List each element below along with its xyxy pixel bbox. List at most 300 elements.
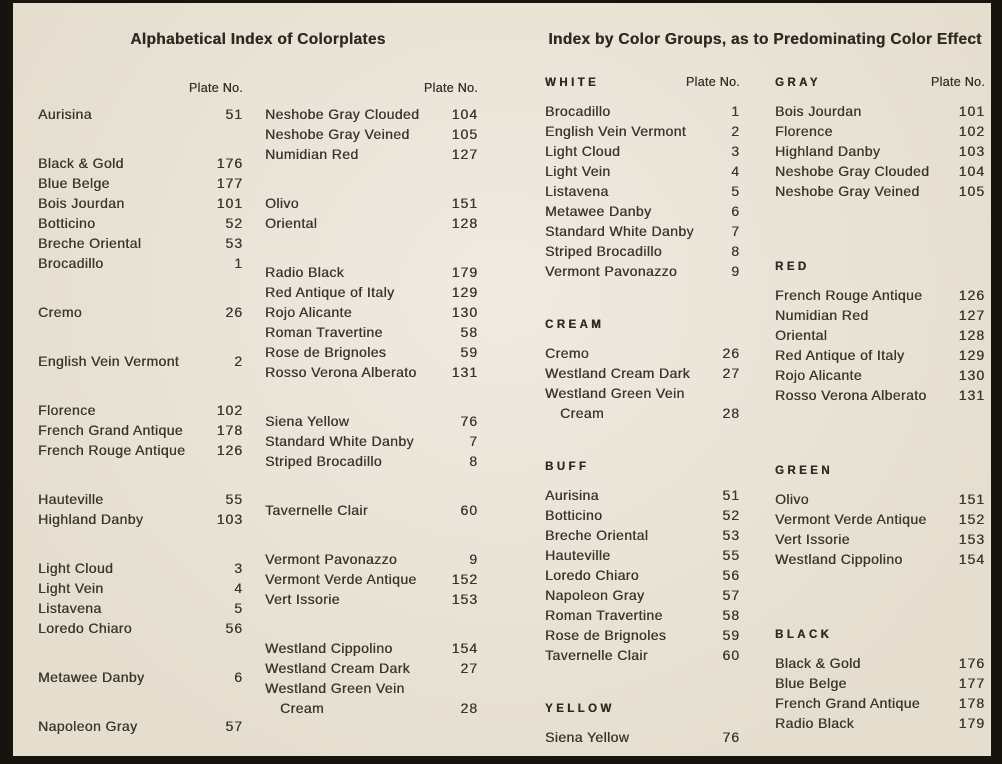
color-groups-columns	[545, 50, 985, 747]
index-entry	[38, 618, 243, 638]
index-entry	[775, 693, 985, 713]
index-entry	[265, 569, 478, 589]
plate-number: 28	[460, 700, 478, 716]
colorplate-name: Metawee Danby	[545, 203, 652, 219]
color-group	[545, 72, 740, 281]
index-entry	[545, 121, 740, 141]
colorplate-name: Westland Cream Dark	[545, 365, 691, 381]
index-entry	[265, 451, 478, 471]
color-group-name: YELLOW	[545, 703, 615, 715]
plate-number: 5	[731, 183, 740, 199]
plate-number: 103	[958, 143, 985, 159]
colorplate-name: Westland Cippolino	[265, 640, 393, 656]
plate-number: 60	[460, 502, 478, 518]
color-group-name: BLACK	[775, 629, 833, 641]
plate-number: 179	[958, 715, 985, 731]
index-entry	[265, 342, 478, 362]
index-entry	[38, 213, 243, 233]
alphabetical-index-columns	[38, 78, 478, 736]
index-entry	[265, 262, 478, 282]
alpha-column-2	[265, 78, 478, 736]
plate-number: 6	[234, 669, 243, 685]
index-entry	[265, 500, 478, 520]
index-entry	[38, 420, 243, 440]
color-group	[775, 461, 985, 569]
color-column-1	[545, 50, 740, 747]
colorplate-name: Standard White Danby	[545, 223, 694, 239]
colorplate-name: Vermont Verde Antique	[775, 511, 927, 527]
index-entry	[775, 325, 985, 345]
plate-number: 1	[731, 103, 740, 119]
plate-number: 127	[958, 307, 985, 323]
plate-no-header: Plate No.	[423, 81, 478, 95]
index-entry	[545, 545, 740, 565]
colorplate-name: Blue Belge	[38, 175, 110, 191]
colorplate-name: Vert Issorie	[775, 531, 850, 547]
color-group-header	[775, 72, 985, 93]
colorplate-name: Tavernelle Clair	[265, 502, 368, 518]
index-entry	[265, 322, 478, 342]
index-entry	[775, 673, 985, 693]
plate-number: 57	[722, 587, 740, 603]
index-entry	[545, 161, 740, 181]
colorplate-name: Oriental	[265, 215, 318, 231]
color-group-header	[775, 257, 985, 277]
colorplate-name: Loredo Chiaro	[545, 567, 639, 583]
alphabetical-index-section	[38, 30, 478, 736]
plate-number: 177	[216, 175, 243, 191]
index-entry	[545, 485, 740, 505]
colorplate-name: Napoleon Gray	[38, 718, 138, 734]
index-group	[38, 716, 243, 736]
color-group-header	[545, 699, 740, 719]
index-entry	[265, 193, 478, 213]
plate-number: 130	[451, 304, 478, 320]
plate-number: 2	[234, 353, 243, 369]
plate-number: 76	[460, 413, 478, 429]
index-entry-continuation	[265, 698, 478, 718]
plate-number: 52	[722, 507, 740, 523]
plate-number: 128	[958, 327, 985, 343]
colorplate-name: Siena Yellow	[545, 729, 630, 745]
colorplate-name: Florence	[775, 123, 833, 139]
plate-number: 60	[722, 647, 740, 663]
index-group	[38, 153, 243, 273]
color-group-name: CREAM	[545, 319, 605, 331]
colorplate-name: Light Cloud	[38, 560, 114, 576]
colorplate-name: Neshobe Gray Veined	[775, 183, 920, 199]
index-entry	[265, 678, 478, 698]
colorplate-name: Black & Gold	[38, 155, 124, 171]
colorplate-name: Blue Belge	[775, 675, 847, 691]
color-group-header	[775, 625, 985, 645]
plate-number: 55	[225, 491, 243, 507]
colorplate-name: Aurisina	[545, 487, 599, 503]
colorplate-name: Standard White Danby	[265, 433, 414, 449]
index-entry	[265, 282, 478, 302]
plate-number: 51	[225, 106, 243, 122]
plate-number: 177	[958, 675, 985, 691]
index-entry	[265, 124, 478, 144]
index-entry	[38, 716, 243, 736]
index-group	[38, 400, 243, 460]
index-entry	[775, 121, 985, 141]
colorplate-name: Westland Cippolino	[775, 551, 903, 567]
colorplate-name: Listavena	[545, 183, 609, 199]
colorplate-name: French Rouge Antique	[775, 287, 923, 303]
colorplate-name: Tavernelle Clair	[545, 647, 648, 663]
index-entry	[775, 141, 985, 161]
index-entry	[38, 578, 243, 598]
index-entry	[545, 565, 740, 585]
index-entry	[775, 653, 985, 673]
colorplate-name: French Grand Antique	[38, 422, 183, 438]
colorplate-name: Cremo	[545, 345, 590, 361]
plate-number: 55	[722, 547, 740, 563]
index-entry	[38, 233, 243, 253]
index-entry	[265, 362, 478, 382]
colorplate-name: Metawee Danby	[38, 669, 145, 685]
plate-number: 59	[722, 627, 740, 643]
plate-number: 126	[958, 287, 985, 303]
plate-number: 154	[958, 551, 985, 567]
colorplate-name: Bois Jourdan	[775, 103, 862, 119]
index-entry	[38, 193, 243, 213]
colorplate-name: Highland Danby	[38, 511, 144, 527]
plate-number: 131	[451, 364, 478, 380]
color-group	[545, 457, 740, 665]
index-entry	[545, 343, 740, 363]
colorplate-name: Olivo	[775, 491, 809, 507]
index-entry	[38, 351, 243, 371]
color-group	[775, 257, 985, 405]
colorplate-name: Breche Oriental	[545, 527, 649, 543]
index-group	[265, 638, 478, 718]
colorplate-name: Rose de Brignoles	[265, 344, 387, 360]
plate-number: 153	[451, 591, 478, 607]
colorplate-name: Neshobe Gray Clouded	[265, 106, 420, 122]
colorplate-name: Brocadillo	[545, 103, 611, 119]
colorplate-name: Vert Issorie	[265, 591, 340, 607]
index-entry	[38, 440, 243, 460]
color-group-name: GREEN	[775, 465, 833, 477]
index-group	[38, 104, 243, 124]
plate-number: 104	[451, 106, 478, 122]
colorplate-name: Cream	[280, 700, 325, 716]
index-entry	[775, 161, 985, 181]
plate-number: 27	[460, 660, 478, 676]
plate-no-header: Plate No.	[685, 75, 740, 89]
index-entry	[38, 667, 243, 687]
colorplate-name: Listavena	[38, 600, 102, 616]
color-group-name: WHITE	[545, 77, 600, 89]
index-entry	[265, 104, 478, 124]
index-entry	[38, 302, 243, 322]
index-entry	[775, 101, 985, 121]
index-entry	[265, 431, 478, 451]
plate-number: 58	[722, 607, 740, 623]
alphabetical-index-title: Alphabetical Index of Colorplates	[130, 31, 386, 48]
index-entry	[38, 173, 243, 193]
colorplate-name: Vermont Pavonazzo	[265, 551, 398, 567]
index-entry	[265, 549, 478, 569]
plate-number: 129	[958, 347, 985, 363]
alpha-column-2-groups	[265, 104, 478, 718]
index-entry	[545, 241, 740, 261]
index-entry	[265, 638, 478, 658]
plate-number: 104	[958, 163, 985, 179]
index-entry	[545, 201, 740, 221]
colorplate-name: Red Antique of Italy	[265, 284, 395, 300]
plate-number: 178	[216, 422, 243, 438]
index-entry	[265, 589, 478, 609]
plate-number: 52	[225, 215, 243, 231]
color-group	[545, 699, 740, 747]
index-group	[265, 262, 478, 382]
plate-number: 126	[216, 442, 243, 458]
plate-number: 103	[216, 511, 243, 527]
plate-number: 178	[958, 695, 985, 711]
index-entry	[545, 141, 740, 161]
color-column-2	[775, 50, 985, 747]
colorplate-name: Striped Brocadillo	[265, 453, 382, 469]
plate-number: 1	[234, 255, 243, 271]
colorplate-name: Cremo	[38, 304, 83, 320]
index-entry	[265, 213, 478, 233]
index-entry	[265, 144, 478, 164]
index-entry	[775, 181, 985, 201]
index-entry	[38, 153, 243, 173]
index-entry	[265, 302, 478, 322]
colorplate-name: French Rouge Antique	[38, 442, 186, 458]
plate-number: 179	[451, 264, 478, 280]
index-entry	[545, 525, 740, 545]
colorplate-name: Highland Danby	[775, 143, 881, 159]
colorplate-name: Oriental	[775, 327, 828, 343]
colorplate-name: Botticino	[38, 215, 96, 231]
colorplate-name: Neshobe Gray Clouded	[775, 163, 930, 179]
colorplate-name: Florence	[38, 402, 96, 418]
index-entry	[38, 598, 243, 618]
index-group	[38, 489, 243, 529]
index-entry	[545, 101, 740, 121]
plate-number: 76	[722, 729, 740, 745]
colorplate-name: Olivo	[265, 195, 299, 211]
plate-number: 130	[958, 367, 985, 383]
colorplate-name: Brocadillo	[38, 255, 104, 271]
index-entry	[38, 253, 243, 273]
colorplate-name: Light Cloud	[545, 143, 621, 159]
index-entry	[545, 585, 740, 605]
index-entry	[775, 285, 985, 305]
plate-number: 176	[216, 155, 243, 171]
plate-number: 9	[731, 263, 740, 279]
colorplate-name: Breche Oriental	[38, 235, 142, 251]
index-entry	[38, 558, 243, 578]
color-group-header	[775, 461, 985, 481]
colorplate-name: Westland Cream Dark	[265, 660, 411, 676]
colorplate-name: Light Vein	[545, 163, 611, 179]
colorplate-name: Aurisina	[38, 106, 92, 122]
plate-number: 128	[451, 215, 478, 231]
plate-number: 101	[958, 103, 985, 119]
colorplate-name: Rose de Brignoles	[545, 627, 667, 643]
index-group	[265, 104, 478, 164]
plate-number: 28	[722, 405, 740, 421]
plate-number: 129	[451, 284, 478, 300]
index-entry	[545, 363, 740, 383]
color-groups-section	[545, 30, 985, 747]
index-entry	[545, 221, 740, 241]
colorplate-name: Hauteville	[545, 547, 611, 563]
colorplate-name: Westland Green Vein	[545, 385, 685, 401]
index-entry	[775, 509, 985, 529]
index-group	[265, 549, 478, 609]
index-entry	[545, 261, 740, 281]
plate-number: 26	[722, 345, 740, 361]
index-group	[38, 302, 243, 322]
color-group-header	[545, 315, 740, 335]
plate-number: 7	[469, 433, 478, 449]
index-group	[265, 500, 478, 520]
colorplate-name: Vermont Verde Antique	[265, 571, 417, 587]
plate-number: 51	[722, 487, 740, 503]
colorplate-name: Numidian Red	[775, 307, 869, 323]
index-entry	[545, 505, 740, 525]
index-entry	[545, 645, 740, 665]
plate-number: 2	[731, 123, 740, 139]
plate-no-header: Plate No.	[930, 75, 985, 89]
plate-number: 105	[958, 183, 985, 199]
color-groups-title: Index by Color Groups, as to Predominating Color Effect	[548, 31, 982, 48]
plate-number: 53	[225, 235, 243, 251]
index-entry	[775, 549, 985, 569]
plate-number: 101	[216, 195, 243, 211]
plate-number: 3	[234, 560, 243, 576]
colorplate-name: Botticino	[545, 507, 603, 523]
index-entry	[775, 489, 985, 509]
color-group-name: BUFF	[545, 461, 590, 473]
colorplate-name: Light Vein	[38, 580, 104, 596]
colorplate-name: Black & Gold	[775, 655, 861, 671]
colorplate-name: Striped Brocadillo	[545, 243, 662, 259]
plate-number: 102	[216, 402, 243, 418]
index-entry	[545, 383, 740, 403]
plate-no-header: Plate No.	[188, 81, 243, 95]
index-entry	[775, 345, 985, 365]
index-entry	[38, 509, 243, 529]
colorplate-name: Cream	[560, 405, 605, 421]
color-group-name: RED	[775, 261, 810, 273]
index-group	[38, 351, 243, 371]
plate-number: 154	[451, 640, 478, 656]
index-group	[265, 411, 478, 471]
plate-number: 151	[451, 195, 478, 211]
alpha-column-1-groups	[38, 104, 243, 736]
plate-number: 131	[958, 387, 985, 403]
plate-number: 151	[958, 491, 985, 507]
plate-number: 9	[469, 551, 478, 567]
plate-number: 56	[722, 567, 740, 583]
plate-number: 8	[469, 453, 478, 469]
plate-number: 152	[958, 511, 985, 527]
alpha-column-1	[38, 78, 243, 736]
plate-number: 6	[731, 203, 740, 219]
color-group	[545, 315, 740, 423]
colorplate-name: Loredo Chiaro	[38, 620, 132, 636]
color-group-name: GRAY	[775, 77, 821, 89]
plate-number: 58	[460, 324, 478, 340]
index-group	[265, 193, 478, 233]
colorplate-name: Napoleon Gray	[545, 587, 645, 603]
color-group-header	[545, 457, 740, 477]
plate-number: 176	[958, 655, 985, 671]
index-entry	[775, 305, 985, 325]
index-entry	[265, 411, 478, 431]
plate-number: 7	[731, 223, 740, 239]
plate-number: 57	[225, 718, 243, 734]
plate-number: 56	[225, 620, 243, 636]
colorplate-name: Rojo Alicante	[775, 367, 862, 383]
index-entry	[38, 104, 243, 124]
index-entry	[545, 181, 740, 201]
colorplate-name: French Grand Antique	[775, 695, 920, 711]
plate-number: 27	[722, 365, 740, 381]
colorplate-name: English Vein Vermont	[545, 123, 687, 139]
index-group	[38, 558, 243, 638]
index-entry	[545, 727, 740, 747]
colorplate-name: Numidian Red	[265, 146, 359, 162]
colorplate-name: Vermont Pavonazzo	[545, 263, 678, 279]
colorplate-name: Roman Travertine	[545, 607, 663, 623]
plate-number: 8	[731, 243, 740, 259]
colorplate-name: Rojo Alicante	[265, 304, 352, 320]
colorplate-name: Westland Green Vein	[265, 680, 405, 696]
index-entry	[38, 489, 243, 509]
colorplate-name: Rosso Verona Alberato	[265, 364, 417, 380]
index-entry	[775, 365, 985, 385]
plate-number: 59	[460, 344, 478, 360]
color-group	[775, 625, 985, 733]
index-entry	[775, 713, 985, 733]
index-entry	[265, 658, 478, 678]
plate-number: 102	[958, 123, 985, 139]
colorplate-name: Hauteville	[38, 491, 104, 507]
color-group-header	[545, 72, 740, 93]
colorplate-name: Roman Travertine	[265, 324, 383, 340]
plate-number: 152	[451, 571, 478, 587]
plate-number: 105	[451, 126, 478, 142]
index-entry	[775, 385, 985, 405]
plate-number: 4	[234, 580, 243, 596]
plate-number: 26	[225, 304, 243, 320]
index-entry	[38, 400, 243, 420]
colorplate-name: Siena Yellow	[265, 413, 350, 429]
index-entry	[545, 625, 740, 645]
index-entry	[775, 529, 985, 549]
plate-number: 4	[731, 163, 740, 179]
colorplate-name: Red Antique of Italy	[775, 347, 905, 363]
colorplate-name: Radio Black	[265, 264, 345, 280]
colorplate-name: Bois Jourdan	[38, 195, 125, 211]
index-group	[38, 667, 243, 687]
plate-number: 53	[722, 527, 740, 543]
colorplate-name: Radio Black	[775, 715, 855, 731]
colorplate-name: Neshobe Gray Veined	[265, 126, 410, 142]
plate-number: 153	[958, 531, 985, 547]
plate-number: 127	[451, 146, 478, 162]
color-group	[775, 72, 985, 201]
